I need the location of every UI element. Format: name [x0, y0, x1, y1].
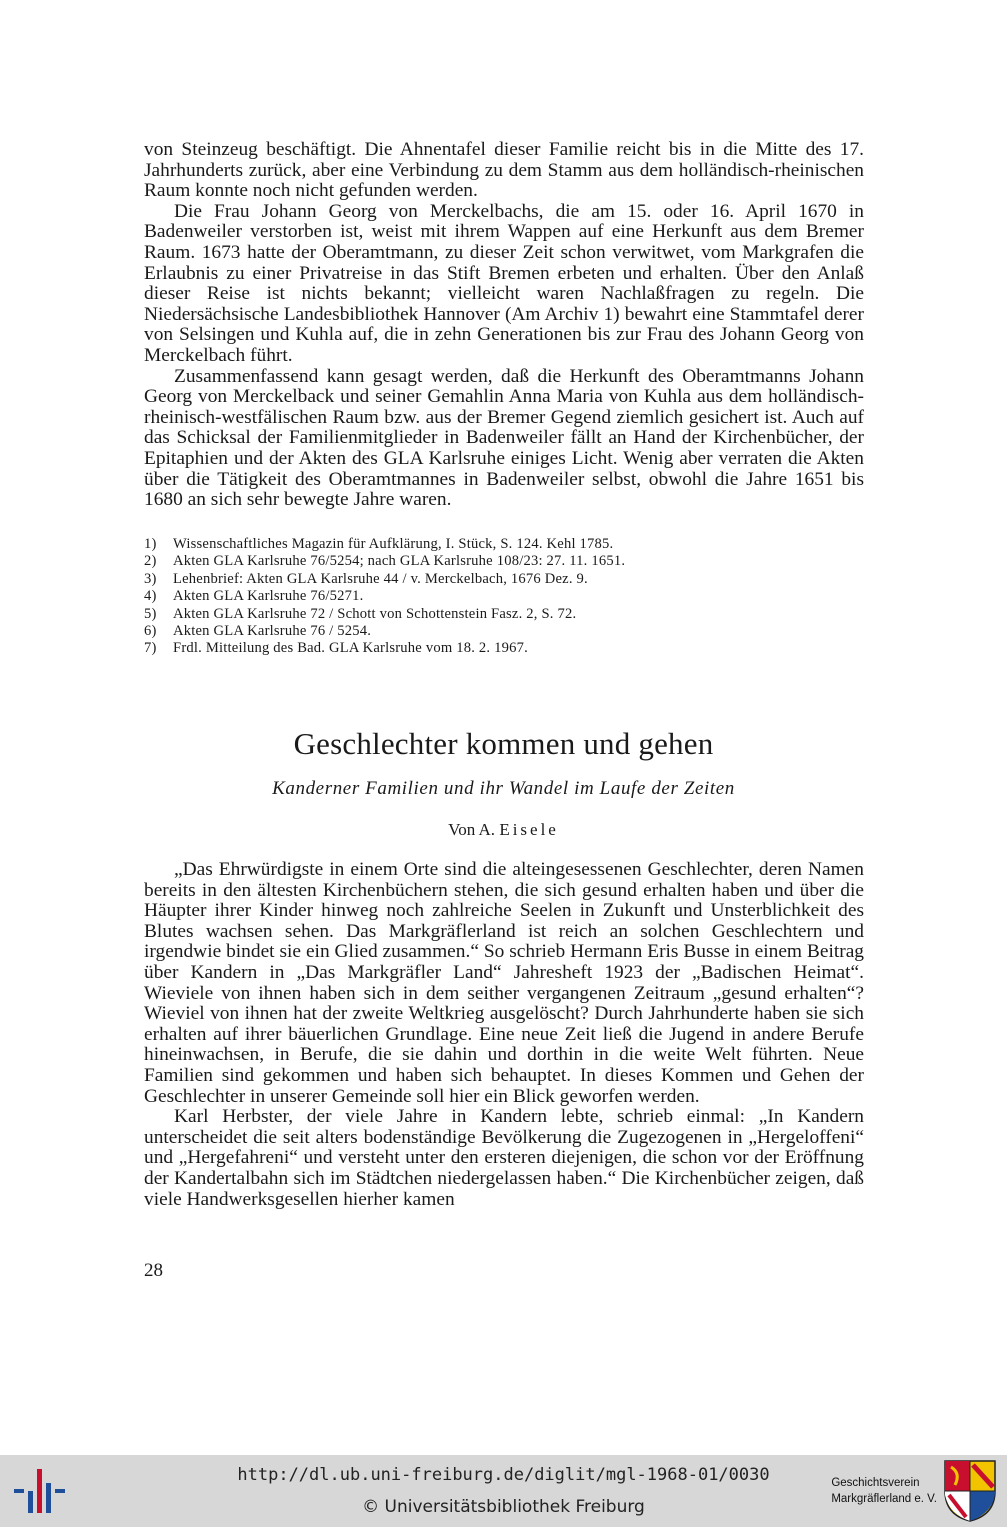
- paragraph: Die Frau Johann Georg von Merckelbachs, die am 15. oder 16. April 1670 in Badenweiler verstorben ist, weist mit ihrem Wappen auf eine Herkunft aus dem Bremer Raum. 1673 hatte der Oberamtmann, zu dieser Zeit schon verwitwet, vom Markgrafen die Erlaubnis zu einer Privatreise in das Stift Bremen erbeten und erhalten. Über den Anlaß dieser Reise ist nichts bekannt; vielleicht waren Nachlaßfragen zu regeln. Die Niedersächsische Landesbibliothek Hannover (Am Archiv 1) bewahrt eine Stammtafel derer von Selsingen und Kuhla auf, die in zehn Generationen bis zur Frau des Johann Georg von Merckelbach führt.: [144, 200, 864, 366]
- author-prefix: Von A.: [448, 820, 496, 839]
- page-number: 28: [144, 1260, 163, 1281]
- footnote-number: 1): [144, 536, 157, 552]
- footnote-text: Wissenschaftliches Magazin für Aufklärung, I. Stück, S. 124. Kehl 1785.: [173, 536, 614, 552]
- paragraph: von Steinzeug beschäftigt. Die Ahnentafel dieser Familie reicht bis in die Mitte des 17. Jahrhunderts zurück, aber eine Verbindung zu dem Stamm aus dem holländisch-rheinischen Raum konnte noch nicht gefunden werden.: [144, 139, 864, 202]
- footnote: [144, 571, 864, 588]
- permalink-url[interactable]: http://dl.ub.uni-freiburg.de/diglit/mgl-1968-01/0030: [237, 1465, 770, 1485]
- footnote-text: Akten GLA Karlsruhe 72 / Schott von Schottenstein Fasz. 2, S. 72.: [173, 605, 577, 622]
- article-subtitle: Kanderner Familien und ihr Wandel im Laufe der Zeiten: [272, 778, 735, 799]
- paragraph: Zusammenfassend kann gesagt werden, daß die Herkunft des Oberamtmanns Johann Georg von Merckelback und seiner Gemahlin Anna Maria von Kuhla aus dem holländisch-rheinisch-westfälischen Raum bzw. aus der Bremer Gegend ziemlich gesichert ist. Auch auf das Schicksal der Familienmitglieder in Badenweiler fällt an Hand der Kirchenbücher, der Epitaphien und der Akten des GLA Karlsruhe einiges Licht. Wenig aber verraten die Akten über die Tätigkeit des Oberamtmannes in Badenweiler selbst, obwohl die Jahre 1651 bis 1680 an sich sehr bewegte Jahre waren.: [144, 365, 864, 511]
- footnote-number: 7): [144, 640, 157, 657]
- footer-bar: [0, 1455, 1007, 1527]
- footnote: [144, 623, 864, 640]
- footnote-number: 6): [144, 623, 157, 640]
- footnote-number: 2): [144, 553, 157, 570]
- footnote: [144, 536, 864, 553]
- footnote: [144, 553, 864, 570]
- article-body: [144, 860, 864, 1210]
- footnote-text: Akten GLA Karlsruhe 76/5254; nach GLA Karlsruhe 108/23: 27. 11. 1651.: [173, 553, 626, 570]
- footnote-number: 3): [144, 570, 157, 587]
- footnote-number: 5): [144, 605, 157, 622]
- copyright-text: © Universitätsbibliothek Freiburg: [362, 1497, 645, 1517]
- society-line-1: Geschichtsverein: [831, 1477, 920, 1489]
- footnote: [144, 588, 864, 605]
- paragraph: Karl Herbster, der viele Jahre in Kandern lebte, schrieb einmal: „In Kandern unterscheidet die seit alters bodenständige Bevölkerung die Zugezogenen in „Hergeloffeni“ und „Hergefahreni“ und versteht unter den ersteren diejenigen, die schon vor der Eröffnung der Kandertalbahn sich im Städtchen niedergelassen haben.“ Die Kirchenbücher zeigen, daß viele Handwerksgesellen hierher kamen: [144, 1106, 864, 1210]
- society-line-2: Markgräflerland e. V.: [831, 1493, 937, 1505]
- footnote: [144, 640, 864, 657]
- footnote-text: Frdl. Mitteilung des Bad. GLA Karlsruhe vom 18. 2. 1967.: [173, 640, 528, 657]
- body-text-top: [144, 140, 864, 511]
- article-title: Geschlechter kommen und gehen: [293, 726, 714, 761]
- coat-of-arms-icon[interactable]: [943, 1459, 997, 1523]
- paragraph: „Das Ehrwürdigste in einem Orte sind die alteingesessenen Geschlechter, deren Namen bereits in den ältesten Kirchenbüchern stehen, die sich gesund erhalten haben und über die Häupter ihrer Kinder hinweg noch zahlreiche Seelen in Zukunft und Unsterblichkeit des Blutes wachsen sehen. Das Markgräflerland ist reich an solchen Geschlechtern und irgendwie bindet sie ein Glied zusammen.“ So schrieb Hermann Eris Busse in einem Beitrag über Kandern in „Das Markgräfler Land“ Jahresheft 1923 der „Badischen Heimat“. Wieviele von ihnen haben sich in dem seither vergangenen Zeitraum „gesund erhalten“? Wieviel von ihnen hat der zweite Weltkrieg ausgelöscht? Durch Jahrhunderte haben sie sich erhalten auf ihrer bäuerlichen Grundlage. Eine neue Zeit ließ die Jugend in andere Berufe hineinwachsen, in Berufe, die sie dahin und dorthin in die weite Welt führten. Neue Familien sind gekommen und haben sich behauptet. In dieses Kommen und Gehen der Geschlechter in unserer Gemeinde soll hier ein Blick geworfen werden.: [144, 859, 864, 1107]
- footnote-text: Akten GLA Karlsruhe 76/5271.: [173, 588, 364, 605]
- society-name[interactable]: [831, 1475, 937, 1507]
- footnote-number: 4): [144, 588, 157, 605]
- footnotes: [144, 536, 864, 658]
- author-name: Eisele: [499, 820, 559, 839]
- footnote: [144, 606, 864, 623]
- footnote-text: Akten GLA Karlsruhe 76 / 5254.: [173, 623, 372, 640]
- footnote-text: Lehenbrief: Akten GLA Karlsruhe 44 / v. Merckelbach, 1676 Dez. 9.: [173, 570, 588, 587]
- article-author: [0, 820, 1007, 840]
